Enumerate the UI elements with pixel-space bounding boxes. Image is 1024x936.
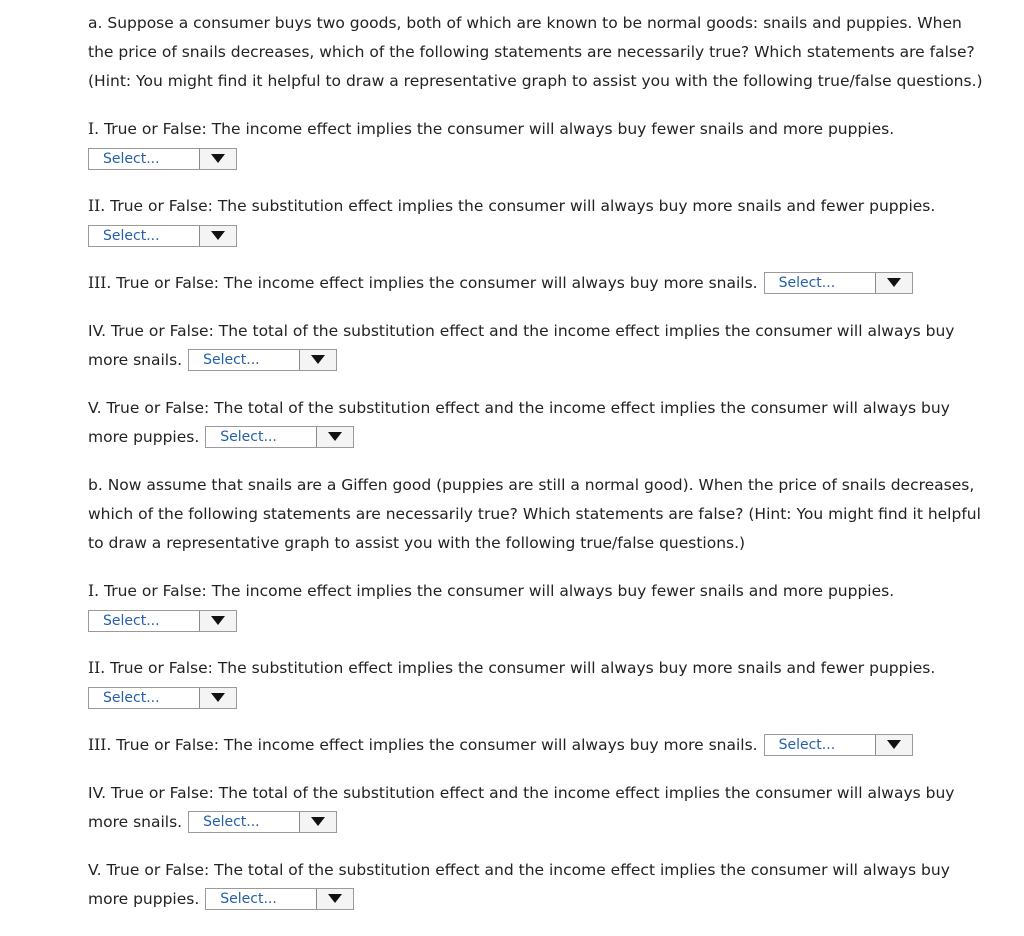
question-numeral: V. <box>88 399 102 417</box>
question-text: True or False: The income effect implies the consumer will always buy fewer snails and more puppies. <box>104 582 895 600</box>
answer-select-b-3[interactable] <box>764 734 913 756</box>
question-numeral: IV. <box>88 784 107 802</box>
question-text: True or False: The total of the substitution effect and the income effect implies the consumer will always buy <box>106 861 950 879</box>
question-numeral: II. <box>88 197 106 215</box>
question-numeral: III. <box>88 736 112 754</box>
question-a-3 <box>88 269 1018 298</box>
question-text-cont: more puppies. <box>88 890 200 908</box>
question-text: True or False: The income effect implies the consumer will always buy more snails. <box>116 736 758 754</box>
question-text: True or False: The substitution effect implies the consumer will always buy more snails and fewer puppies. <box>110 659 936 677</box>
question-numeral: IV. <box>88 322 107 340</box>
chevron-down-icon <box>311 817 325 826</box>
dropdown-button[interactable] <box>199 226 236 246</box>
question-text-cont: more snails. <box>88 813 183 831</box>
question-b-2 <box>88 654 1018 712</box>
chevron-down-icon <box>211 693 225 702</box>
chevron-down-icon <box>328 432 342 441</box>
answer-select-a-4[interactable] <box>188 349 337 371</box>
question-a-4 <box>88 317 1018 375</box>
question-b-4 <box>88 779 1018 837</box>
chevron-down-icon <box>311 355 325 364</box>
section-b-intro <box>88 471 1018 558</box>
chevron-down-icon <box>887 278 901 287</box>
section-a-intro <box>88 9 1018 96</box>
answer-select-b-2[interactable] <box>88 687 237 709</box>
dropdown-button[interactable] <box>299 812 336 832</box>
select-value: Select... <box>103 227 160 244</box>
answer-select-a-3[interactable] <box>764 272 913 294</box>
chevron-down-icon <box>211 616 225 625</box>
select-value: Select... <box>103 689 160 706</box>
dropdown-button[interactable] <box>316 889 353 909</box>
section-b <box>88 471 1018 914</box>
question-a-1 <box>88 115 1018 173</box>
dropdown-button[interactable] <box>316 427 353 447</box>
chevron-down-icon <box>211 154 225 163</box>
question-text: True or False: The income effect implies the consumer will always buy fewer snails and more puppies. <box>104 120 895 138</box>
chevron-down-icon <box>328 894 342 903</box>
question-text: True or False: The income effect implies the consumer will always buy more snails. <box>116 274 758 292</box>
dropdown-button[interactable] <box>875 273 912 293</box>
answer-select-b-4[interactable] <box>188 811 337 833</box>
select-value: Select... <box>103 612 160 629</box>
dropdown-button[interactable] <box>199 611 236 631</box>
select-value: Select... <box>203 813 260 830</box>
select-value: Select... <box>103 150 160 167</box>
question-a-2 <box>88 192 1018 250</box>
select-value: Select... <box>778 274 836 291</box>
question-b-1 <box>88 577 1018 635</box>
question-text: True or False: The substitution effect implies the consumer will always buy more snails and fewer puppies. <box>110 197 936 215</box>
question-numeral: II. <box>88 659 106 677</box>
intro-line: which of the following statements are necessarily true? Which statements are false? (Hint: You might find it helpful <box>88 505 981 523</box>
question-numeral: I. <box>88 120 100 138</box>
question-text: True or False: The total of the substitution effect and the income effect implies the consumer will always buy <box>111 784 955 802</box>
chevron-down-icon <box>211 231 225 240</box>
select-value: Select... <box>778 736 836 753</box>
question-b-5 <box>88 856 1018 914</box>
question-content <box>88 9 1018 914</box>
dropdown-button[interactable] <box>299 350 336 370</box>
select-value: Select... <box>220 890 277 907</box>
dropdown-button[interactable] <box>199 688 236 708</box>
question-text-cont: more puppies. <box>88 428 200 446</box>
question-text: True or False: The total of the substitution effect and the income effect implies the consumer will always buy <box>111 322 955 340</box>
dropdown-button[interactable] <box>875 735 912 755</box>
question-a-5 <box>88 394 1018 452</box>
intro-line: the price of snails decreases, which of the following statements are necessarily true? Which statements are false? <box>88 43 975 61</box>
question-b-3 <box>88 731 1018 760</box>
intro-line: b. Now assume that snails are a Giffen good (puppies are still a normal good). When the price of snails decreases, <box>88 476 975 494</box>
intro-line: a. Suppose a consumer buys two goods, both of which are known to be normal goods: snails and puppies. When <box>88 14 962 32</box>
question-text-cont: more snails. <box>88 351 183 369</box>
answer-select-a-1[interactable] <box>88 148 237 170</box>
question-numeral: III. <box>88 274 112 292</box>
answer-select-b-1[interactable] <box>88 610 237 632</box>
answer-select-a-5[interactable] <box>205 426 354 448</box>
chevron-down-icon <box>887 740 901 749</box>
section-a <box>88 9 1018 452</box>
question-numeral: V. <box>88 861 102 879</box>
intro-line: (Hint: You might find it helpful to draw a representative graph to assist you with the following true/false questions.) <box>88 72 983 90</box>
answer-select-a-2[interactable] <box>88 225 237 247</box>
dropdown-button[interactable] <box>199 149 236 169</box>
select-value: Select... <box>220 428 277 445</box>
intro-line: to draw a representative graph to assist you with the following true/false questions.) <box>88 534 746 552</box>
question-numeral: I. <box>88 582 100 600</box>
select-value: Select... <box>203 351 260 368</box>
answer-select-b-5[interactable] <box>205 888 354 910</box>
question-text: True or False: The total of the substitution effect and the income effect implies the consumer will always buy <box>106 399 950 417</box>
